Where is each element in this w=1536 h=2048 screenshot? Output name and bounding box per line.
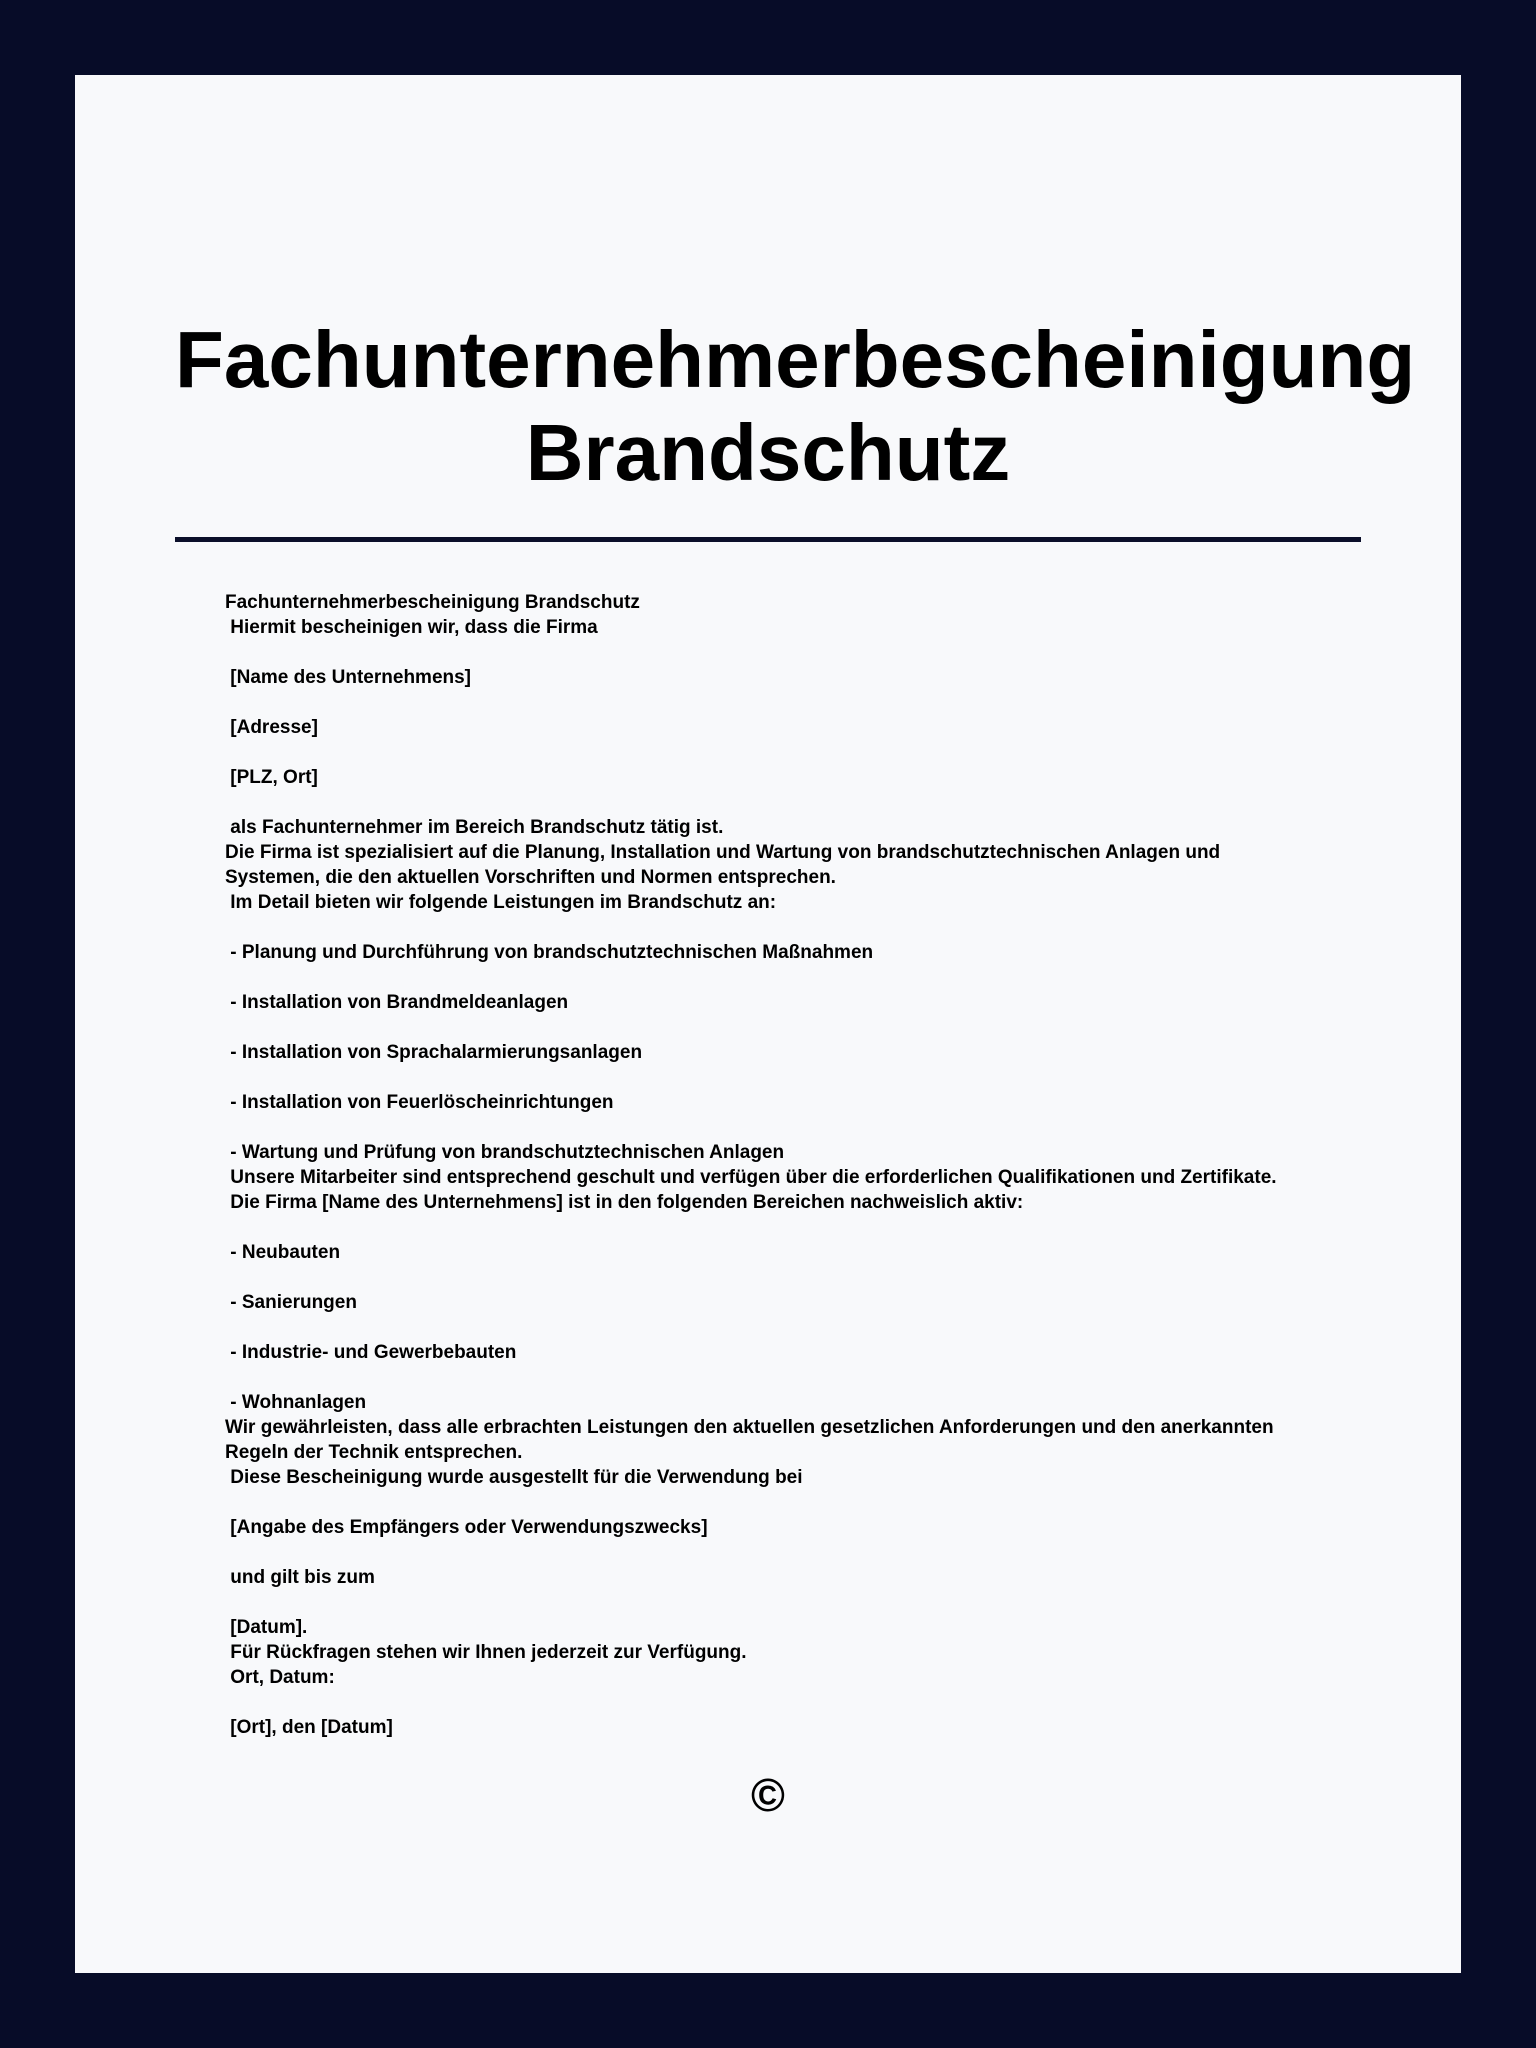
body-line: Fachunternehmerbescheinigung Brandschutz	[225, 592, 640, 613]
body-line: [Datum].	[225, 1617, 308, 1638]
blank-line	[225, 690, 1311, 715]
body-line: Ort, Datum:	[225, 1667, 335, 1688]
blank-line	[225, 965, 1311, 990]
page-title	[175, 313, 1416, 499]
body-line: [Ort], den [Datum]	[225, 1717, 393, 1738]
body-line: - Wohnanlagen	[225, 1392, 367, 1413]
blank-line	[225, 1490, 1311, 1515]
blank-line	[225, 1540, 1311, 1565]
body-line: - Planung und Durchführung von brandschutztechnischen Maßnahmen	[225, 942, 874, 963]
body-line: - Sanierungen	[225, 1292, 357, 1313]
body-line: als Fachunternehmer im Bereich Brandschutz tätig ist.	[225, 817, 724, 838]
blank-line	[225, 1590, 1311, 1615]
body-line: [Name des Unternehmens]	[225, 667, 472, 688]
body-line: [Angabe des Empfängers oder Verwendungszwecks]	[225, 1517, 708, 1538]
body-line: Wir gewährleisten, dass alle erbrachten Leistungen den aktuellen gesetzlichen Anforderungen und den anerkannten Regeln der Technik entsprechen.	[225, 1417, 1279, 1463]
body-line: Diese Bescheinigung wurde ausgestellt für die Verwendung bei	[225, 1467, 803, 1488]
blank-line	[225, 915, 1311, 940]
blank-line	[225, 1315, 1311, 1340]
blank-line	[225, 790, 1311, 815]
blank-line	[225, 740, 1311, 765]
blank-line	[225, 1015, 1311, 1040]
body-line: Die Firma ist spezialisiert auf die Planung, Installation und Wartung von brandschutztechnischen Anlagen und Systemen, die den aktuellen Vorschriften und Normen entsprechen.	[225, 842, 1226, 888]
blank-line	[225, 1215, 1311, 1240]
blank-line	[225, 640, 1311, 665]
copyright-icon: ©	[751, 1769, 785, 1821]
title-divider	[175, 537, 1361, 542]
body-line: - Installation von Brandmeldeanlagen	[225, 992, 569, 1013]
document-body	[225, 590, 1311, 1740]
body-line: [PLZ, Ort]	[225, 767, 318, 788]
body-line: - Installation von Feuerlöscheinrichtungen	[225, 1092, 614, 1113]
title-line-2: Brandschutz	[525, 408, 1011, 497]
blank-line	[225, 1115, 1311, 1140]
body-line: Im Detail bieten wir folgende Leistungen im Brandschutz an:	[225, 892, 777, 913]
body-line: Für Rückfragen stehen wir Ihnen jederzeit zur Verfügung.	[225, 1642, 747, 1663]
body-line: - Industrie- und Gewerbebauten	[225, 1342, 517, 1363]
blank-line	[225, 1365, 1311, 1390]
blank-line	[225, 1265, 1311, 1290]
body-line: - Neubauten	[225, 1242, 341, 1263]
body-line: [Adresse]	[225, 717, 318, 738]
body-line: Hiermit bescheinigen wir, dass die Firma	[225, 617, 598, 638]
body-line: Die Firma [Name des Unternehmens] ist in den folgenden Bereichen nachweislich aktiv:	[225, 1192, 1024, 1213]
body-line: Unsere Mitarbeiter sind entsprechend geschult und verfügen über die erforderlichen Qualifikationen und Zertifikate.	[225, 1167, 1277, 1188]
blank-line	[225, 1065, 1311, 1090]
blank-line	[225, 1690, 1311, 1715]
body-line: - Wartung und Prüfung von brandschutztechnischen Anlagen	[225, 1142, 785, 1163]
document-page	[75, 75, 1461, 1973]
title-line-1: Fachunternehmerbescheinigung	[175, 315, 1416, 404]
body-line: und gilt bis zum	[225, 1567, 375, 1588]
body-line: - Installation von Sprachalarmierungsanlagen	[225, 1042, 643, 1063]
